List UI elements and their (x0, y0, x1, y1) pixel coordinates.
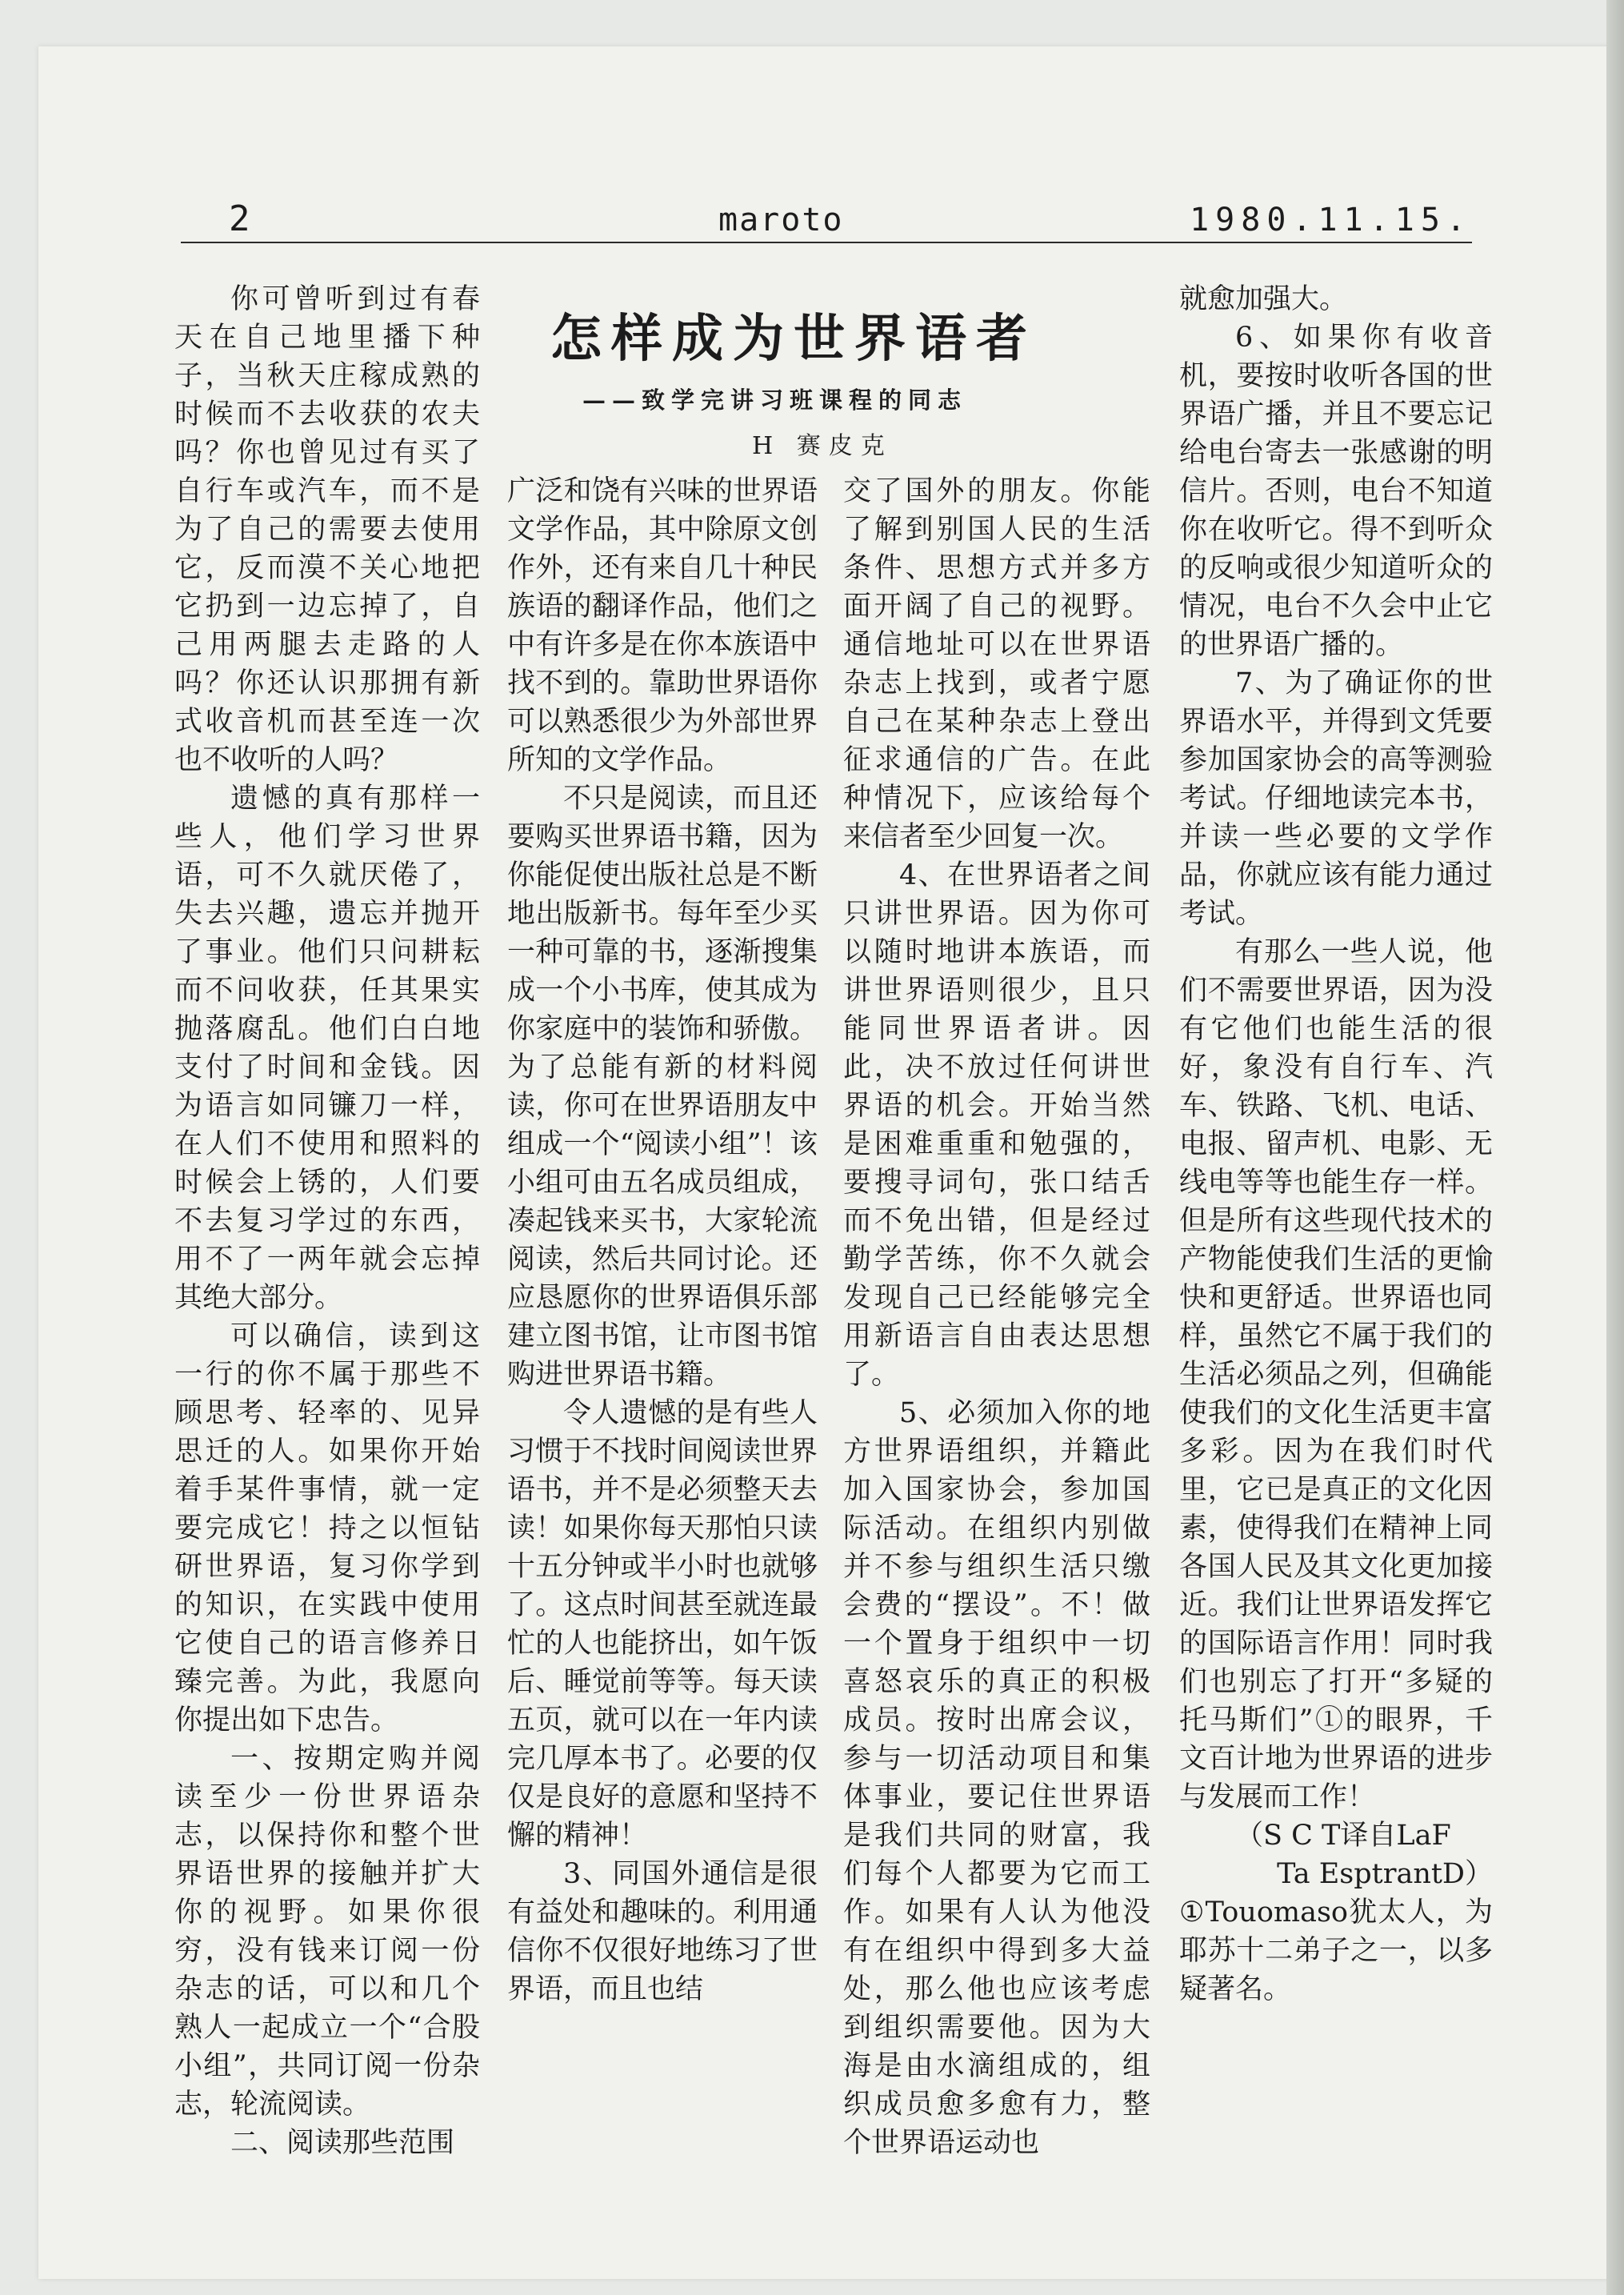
paragraph: 7、为了确证你的世界语水平，并得到文凭要参加国家协会的高等测验考试。仔细地读完本书，并读一些必要的文学作品，你就应该有能力通过考试。 (1179, 667, 1493, 930)
text-column-3 (843, 472, 1150, 2159)
paragraph: 5、必须加入你的地方世界语组织，并籍此加入国家协会，参加国际活动。在组织内别做并不参与组织生活只缴会费的“摆设”。不！做一个置身于组织中一切喜怒哀乐的真正的积极成员。按时出席会议，参与一切活动项目和集体事业，要记住世界语是我们共同的财富，我们每个人都要为它而工作。如果有人认为他没有在组织中得到多大益处，那么他也应该考虑到组织需要他。因为大海是由水滴组成的，组织成员愈多愈有力，整个世界语运动也 (843, 1397, 1150, 2159)
paragraph: 二、阅读那些范围 (230, 2127, 455, 2159)
article-subtitle: ——致学完讲习班课程的同志 (582, 387, 968, 414)
footnote: ①Touomaso犹太人，为耶苏十二弟子之一，以多疑著名。 (1179, 1896, 1493, 2005)
page-number: 2 (229, 198, 250, 239)
magazine-name: maroto (718, 202, 844, 238)
text-column-2 (507, 472, 818, 2141)
paragraph: 不只是阅读，而且还要购买世界语书籍，因为你能促使出版社总是不断地出版新书。每年至少买一种可靠的书，逐渐搜集成一个小书库，使其成为你家庭中的装饰和骄傲。为了总能有新的材料阅读，你可在世界语朋友中组成一个“阅读小组”！该小组可由五名成员组成，凑起钱来买书，大家轮流阅读，然后共同讨论。还应恳愿你的世界语俱乐部建立图书馆，让市图书馆购进世界语书籍。 (507, 783, 818, 1391)
paragraph: 有那么一些人说，他们不需要世界语，因为没有它他们也能生活的很好，象没有自行车、汽车、铁路、飞机、电话、电报、留声机、电影、无线电等等也能生存一样。但是所有这些现代技术的产物能使我们生活的更愉快和更舒适。世界语也同样，虽然它不属于我们的生活必须品之列，但确能使我们的文化生活更丰富多彩。因为在我们时代里，它已是真正的文化因素，使得我们在精神上同各国人民及其文化更加接近。我们让世界语发挥它的国际语言作用！同时我们也别忘了打开“多疑的托马斯们”①的眼界，千文百计地为世界语的进步与发展而工作！ (1179, 936, 1493, 1813)
issue-date: 1980.11.15. (1190, 202, 1472, 238)
paragraph: 交了国外的朋友。你能了解到别国人民的生活条件、思想方式并多方面开阔了自己的视野。通信地址可以在世界语杂志上找到，或者宁愿自己在某种杂志上登出征求通信的广告。在此种情况下，应该给每个来信者至少回复一次。 (843, 475, 1150, 853)
article-title: 怎样成为世界语者 (550, 309, 1037, 369)
page-header (181, 192, 1472, 243)
paragraph: 你可曾听到过有春天在自己地里播下种子，当秋天庄稼成熟的时候而不去收获的农夫吗？你也曾见过有买了自行车或汽车，而不是为了自己的需要去使用它，反而漠不关心地把它扔到一边忘掉了，自己用两腿去走路的人吗？你还认识那拥有新式收音机而甚至连一次也不收听的人吗？ (174, 283, 480, 776)
paragraph: 就愈加强大。 (1179, 283, 1348, 315)
text-column-1 (174, 280, 480, 2159)
paragraph: 一、按期定购并阅读至少一份世界语杂志，以保持你和整个世界语世界的接触并扩大你的视野。如果你很穷，没有钱来订阅一份杂志的话，可以和几个熟人一起成立一个“合股小组”，共同订阅一份杂志，轮流阅读。 (174, 1743, 480, 2121)
paragraph: 遗憾的真有那样一些人，他们学习世界语，可不久就厌倦了，失去兴趣，遗忘并抛开了事业。他们只问耕耘而不问收获，任其果实抛落腐乱。他们白白地支付了时间和金钱。因为语言如同镰刀一样，在人们不使用和照料的时候会上锈的，人们要不去复习学过的东西，用不了一两年就会忘掉其绝大部分。 (174, 783, 480, 1314)
paragraph: 广泛和饶有兴味的世界语文学作品，其中除原文创作外，还有来自几十种民族语的翻译作品，他们之中有许多是在你本族语中找不到的。靠助世界语你可以熟悉很少为外部世界所知的文学作品。 (507, 475, 818, 776)
paragraph: 令人遗憾的是有些人习惯于不找时间阅读世界语书，并不是必须整天去读！如果你每天那怕只读十五分钟或半小时也就够了。这点时间甚至就连最忙的人也能挤出，如午饭后、睡觉前等等。每天读五页，就可以在一年内读完几厚本书了。必要的仅仅是良好的意愿和坚持不懈的精神！ (507, 1397, 818, 1852)
paragraph: 可以确信，读到这一行的你不属于那些不顾思考、轻率的、见异思迁的人。如果你开始着手某件事情，就一定要完成它！持之以恒钻研世界语，复习你学到的知识，在实践中使用它使自己的语言修养日臻完善。为此，我愿向你提出如下忠告。 (174, 1320, 480, 1736)
source-credit-line-1: （S C T译自LaF (1235, 1820, 1451, 1852)
paragraph: 6、如果你有收音机，要按时收听各国的世界语广播，并且不要忘记给电台寄去一张感谢的明信片。否则，电台不知道你在收听它。得不到听众的反响或很少知道听众的情况，电台不久会中止它的世界语广播的。 (1179, 322, 1493, 661)
source-credit-line-2: Ta EsptrantD） (1277, 1858, 1493, 1890)
binding-edge (1606, 0, 1624, 2295)
text-column-4 (1179, 280, 1493, 2141)
paragraph: 3、同国外通信是很有益处和趣味的。利用通信你不仅很好地练习了世界语，而且也结 (507, 1858, 818, 2005)
paragraph: 4、在世界语者之间只讲世界语。因为你可以随时地讲本族语，而讲世界语则很少，且只能同世界语者讲。因此，决不放过任何讲世界语的机会。开始当然是困难重重和勉强的，要搜寻词句，张口结舌而不免出错，但是经过勤学苦练，你不久就会发现自己已经能够完全用新语言自由表达思想了。 (843, 859, 1150, 1391)
article-author: H 赛皮克 (752, 432, 893, 460)
